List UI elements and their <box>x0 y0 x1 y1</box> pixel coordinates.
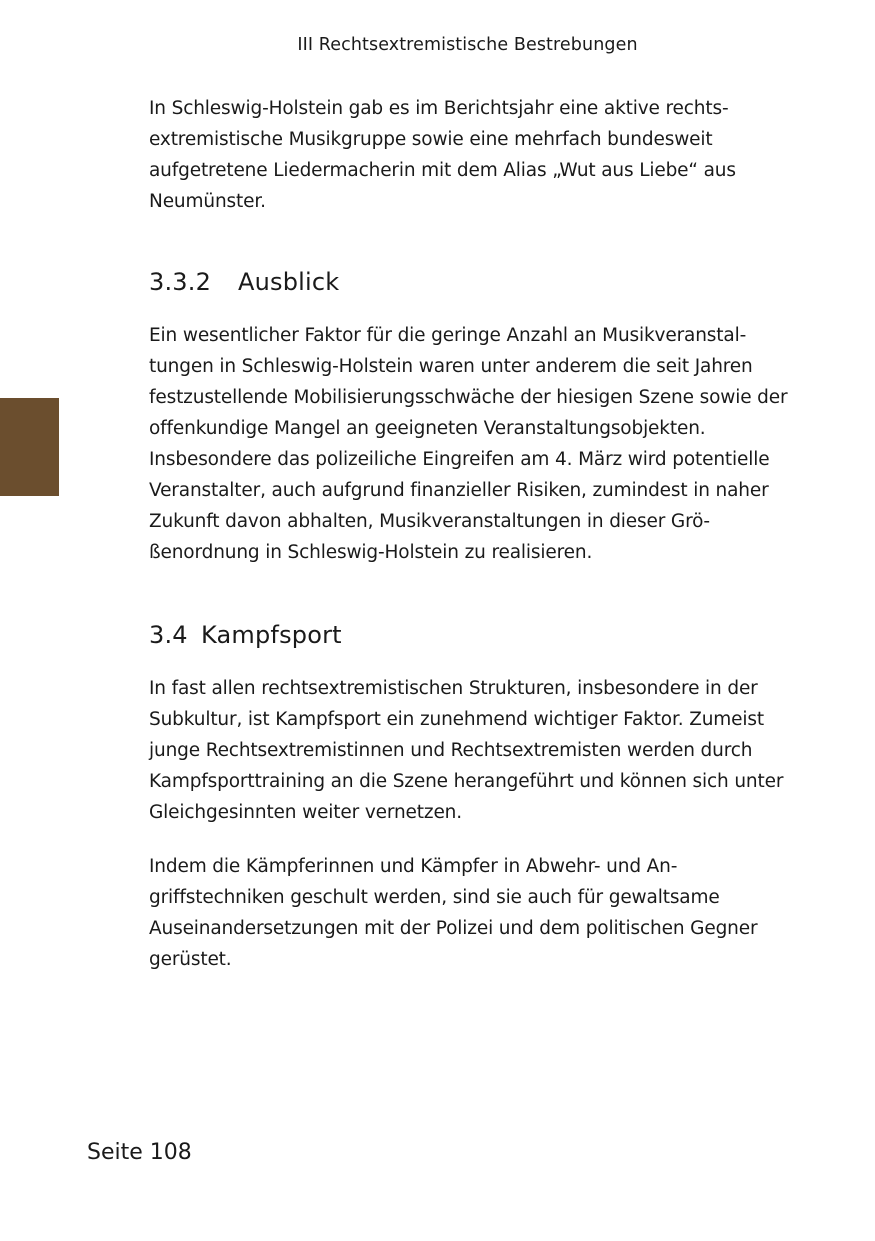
ausblick-paragraph: Ein wesentlicher Faktor für die geringe Anzahl an Musikveranstaltungen in Schleswig-Holstein waren unter anderem die seit Jahren festzustellende Mobilisierungsschwäche der hiesigen Szene sowie der offenkundige Mangel an geeigneten Veranstaltungsobjekten. Insbesondere das polizeiliche Eingreifen am 4. März wird potentielle Veranstalter, auch aufgrund finanzieller Risiken, zumindest in naher Zukunft davon abhalten, Musikveranstaltungen in dieser Größenordnung in Schleswig-Holstein zu realisieren. <box>149 325 788 563</box>
section-number: 3.4 <box>149 621 188 649</box>
intro-block <box>149 93 799 217</box>
kampfsport-paragraph-2: Indem die Kämpferinnen und Kämpfer in Abwehr- und Angriffstechniken geschult werden, sind sie auch für gewaltsame Auseinandersetzungen mit der Polizei und dem politischen Gegner gerüstet. <box>149 856 758 970</box>
running-header: III Rechtsextremistische Bestrebungen <box>297 35 638 55</box>
section-3-4-body <box>149 673 799 828</box>
kampfsport-paragraph-1: In fast allen rechtsextremistischen Strukturen, insbesondere in der Subkultur, ist Kampfsport ein zunehmend wichtiger Faktor. Zumeist junge Rechtsextremistinnen und Rechtsextremisten werden durch Kampfsporttraining an die Szene herangeführt und können sich unter Gleichgesinnten weiter vernetzen. <box>149 678 784 823</box>
section-heading-3-4 <box>149 621 342 649</box>
section-3-3-2-body <box>149 320 799 568</box>
section-number: 3.3.2 <box>149 268 212 296</box>
section-title: Kampfsport <box>201 621 342 649</box>
section-heading-3-3-2 <box>149 268 339 296</box>
chapter-marker-tab <box>0 398 59 496</box>
intro-paragraph: In Schleswig-Holstein gab es im Berichtsjahr eine aktive rechtsextremistische Musikgruppe sowie eine mehrfach bundesweit aufgetretene Liedermacherin mit dem Alias „Wut aus Liebe“ aus Neumünster. <box>149 98 736 212</box>
section-title: Ausblick <box>238 268 340 296</box>
page-number: Seite 108 <box>87 1140 192 1165</box>
section-3-4-body-2 <box>149 851 799 975</box>
